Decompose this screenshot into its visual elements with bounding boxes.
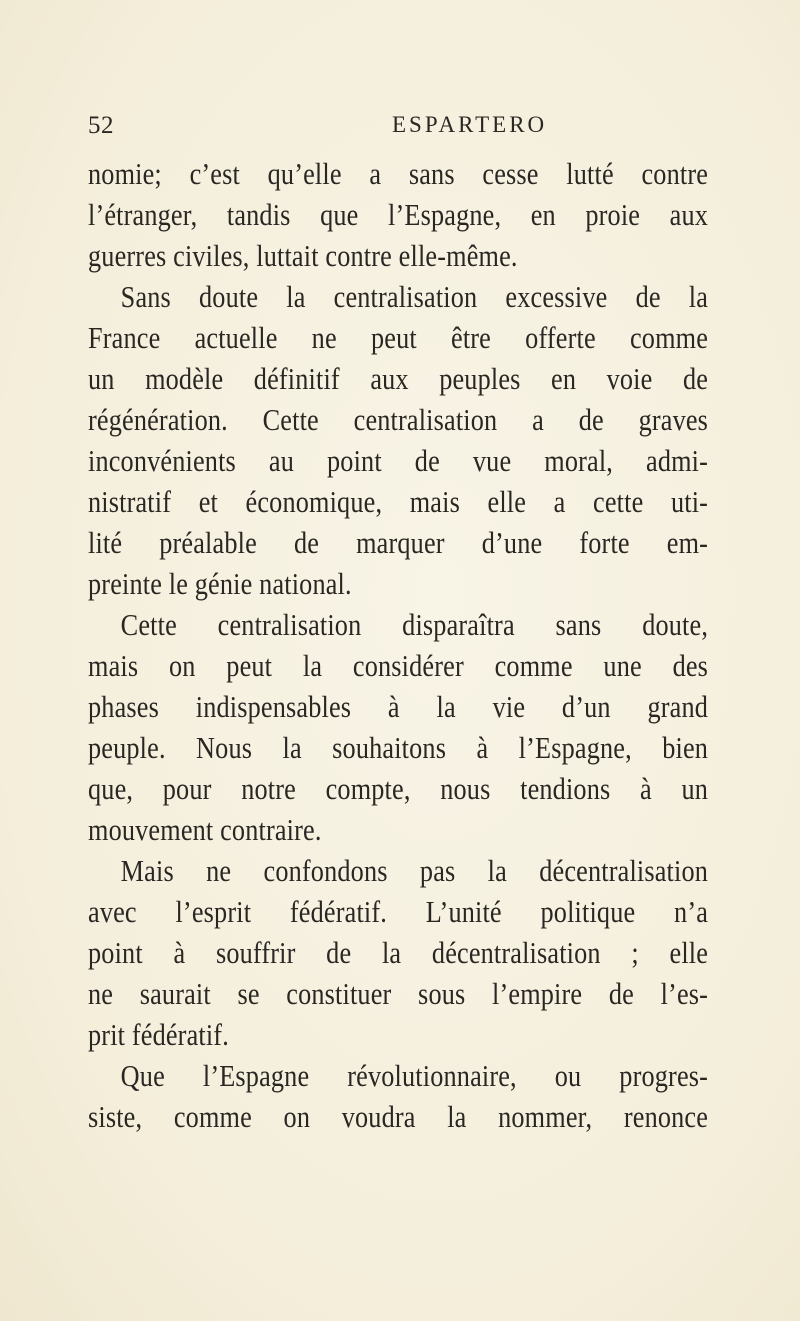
text-line: mais on peut la considérer comme une des [88, 649, 709, 683]
text-line: point à souffrir de la décentralisation ; elle [88, 936, 709, 970]
page-number: 52 [88, 112, 114, 139]
running-title: ESPARTERO [392, 112, 548, 137]
text-line: Que l’Espagne révolutionnaire, ou progres- [120, 1059, 709, 1093]
text-line: Sans doute la centralisation excessive de la [120, 280, 709, 314]
text-line: Mais ne confondons pas la décentralisation [120, 854, 709, 888]
body-text [88, 154, 708, 1138]
text-line: régénération. Cette centralisation a de graves [88, 403, 709, 437]
text-line: mouvement contraire. [88, 813, 322, 847]
text-line: phases indispensables à la vie d’un grand [88, 690, 709, 724]
text-line: inconvénients au point de vue moral, admi- [88, 444, 709, 478]
text-line: Cette centralisation disparaîtra sans doute, [120, 608, 709, 642]
text-line: avec l’esprit fédératif. L’unité politique n’a [88, 895, 709, 929]
text-line: preinte le génie national. [88, 567, 352, 601]
text-line: France actuelle ne peut être offerte comme [88, 321, 709, 355]
text-line: peuple. Nous la souhaitons à l’Espagne, bien [88, 731, 709, 765]
text-line: ne saurait se constituer sous l’empire de l’es- [88, 977, 709, 1011]
text-line: nomie; c’est qu’elle a sans cesse lutté contre [88, 157, 709, 191]
text-line: que, pour notre compte, nous tendions à un [88, 772, 709, 806]
text-line: un modèle définitif aux peuples en voie de [88, 362, 709, 396]
text-line: nistratif et économique, mais elle a cette uti- [88, 485, 709, 519]
text-line: siste, comme on voudra la nommer, renonce [88, 1100, 709, 1134]
text-line: l’étranger, tandis que l’Espagne, en proie aux [88, 198, 709, 232]
text-line: guerres civiles, luttait contre elle-même. [88, 239, 518, 273]
text-line: lité préalable de marquer d’une forte em- [88, 526, 709, 560]
page-header [88, 108, 708, 138]
text-line: prit fédératif. [88, 1018, 229, 1052]
